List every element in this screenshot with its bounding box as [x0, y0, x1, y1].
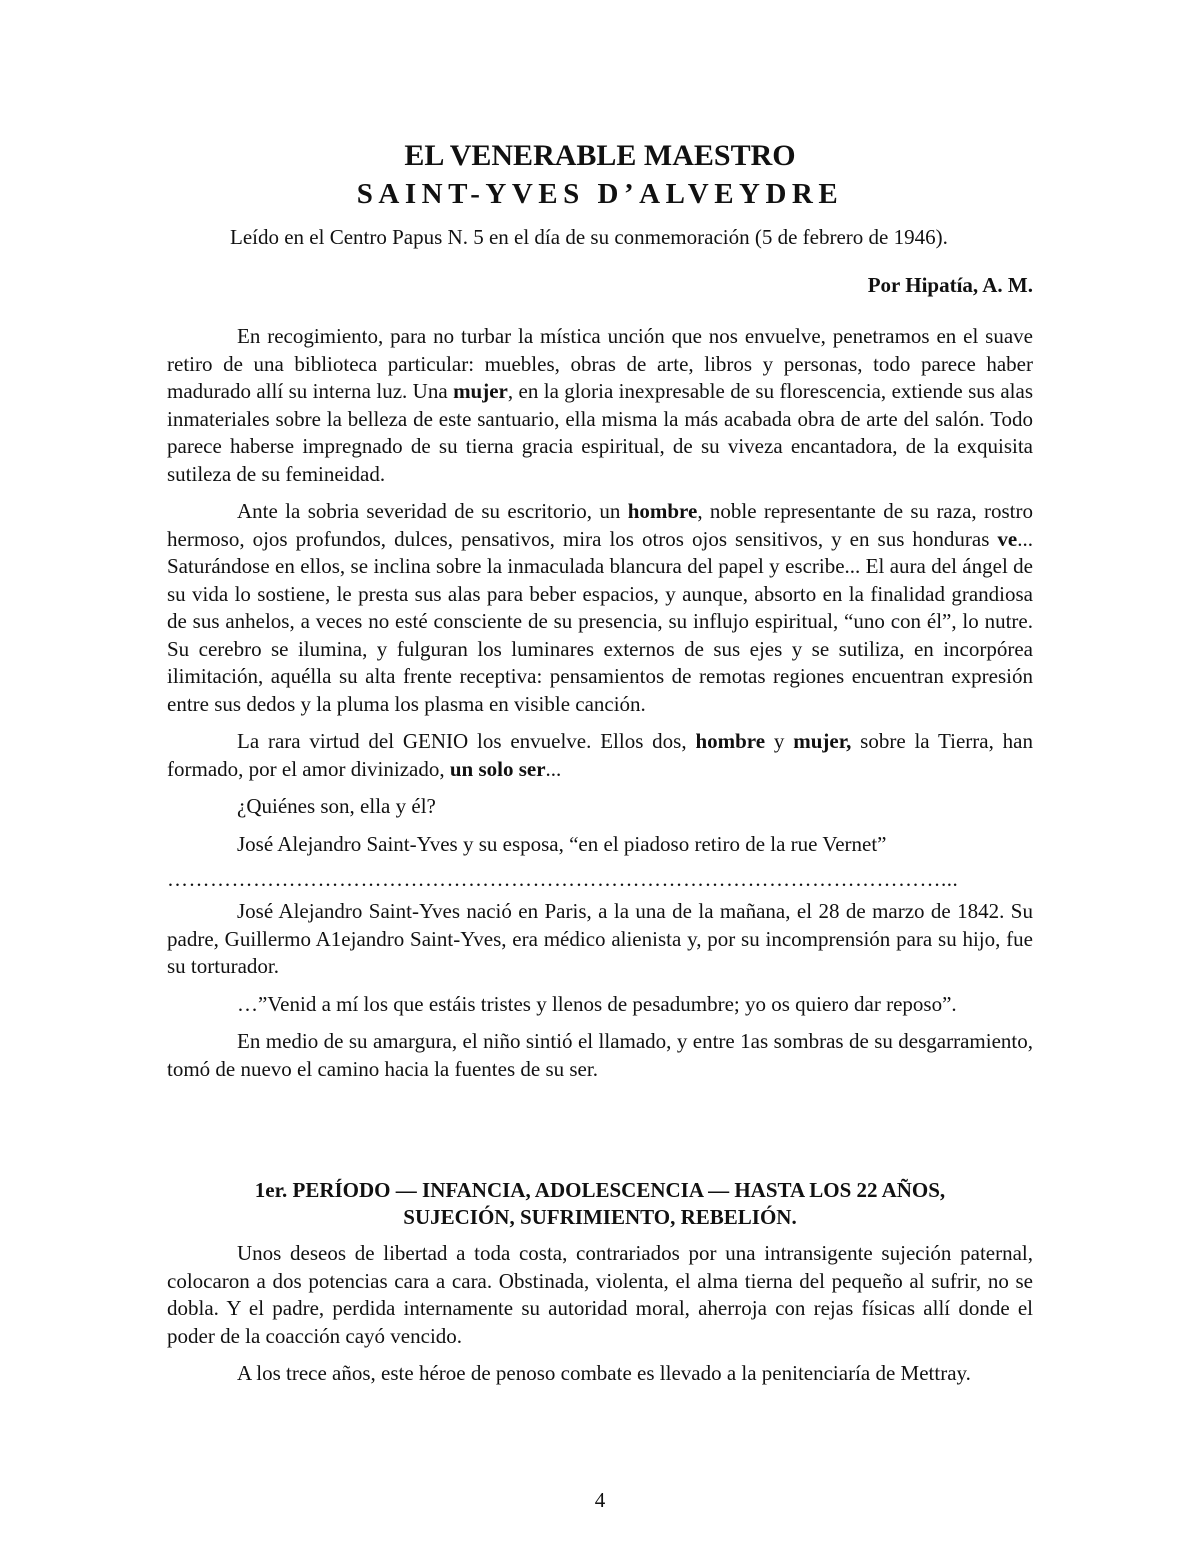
- body-section-2: [167, 1240, 1033, 1388]
- title-line-2: SAINT-YVES D’ALVEYDRE: [356, 178, 844, 210]
- section-heading: [167, 1177, 1033, 1231]
- author-byline: Por Hipatía, A. M.: [867, 273, 1033, 297]
- paragraph-5: José Alejandro Saint-Yves y su esposa, “en el piadoso retiro de la rue Vernet”: [237, 831, 887, 856]
- paragraph-7: …”Venid a mí los que estáis tristes y llenos de pesadumbre; yo os quiero dar reposo”.: [237, 991, 957, 1016]
- paragraph-10: A los trece años, este héroe de penoso combate es llevado a la penitenciaría de Mettray.: [237, 1361, 971, 1385]
- page-number: 4: [594, 1488, 606, 1512]
- title-line-1: EL VENERABLE MAESTRO: [404, 139, 796, 172]
- paragraph-1: En recogimiento, para no turbar la mística unción que nos envuelve, penetramos en el suave retiro de una biblioteca particular: muebles, obras de arte, libros y personas, todo parece haber madurado allí su interna luz. Una mujer, en la gloria inexpresable de su florescencia, extiende sus alas inmateriales sobre la belleza de este santuario, ella misma la más acabada obra de arte del salón. Todo parece haberse impregnado de su tierna gracia espiritual, de su viveza encantadora, de la exquisita sutileza de su femineidad.: [167, 324, 1033, 486]
- paragraph-2: Ante la sobria severidad de su escritorio, un hombre, noble representante de su raza, rostro hermoso, ojos profundos, dulces, pensativos, mira los otros ojos sensitivos, y en sus honduras ve... Saturándose en ellos, se inclina sobre la inmaculada blancura del papel y escribe... El aura del ángel de su vida lo sostiene, le presta sus alas para beber espacios, y aunque, absorto en la finalidad grandiosa de sus anhelos, a veces no esté consciente de su presencia, su influjo espiritual, “uno con él”, lo nutre. Su cerebro se ilumina, y fulguran los luminares externos de sus ejes y se sutiliza, en incorpórea ilimitación, aquélla su alta frente receptiva: pensamientos de remotas regiones encuentran expresión entre sus dedos y la pluma los plasma en visible canción.: [167, 499, 1033, 716]
- paragraph-8: En medio de su amargura, el niño sintió el llamado, y entre 1as sombras de su desgarramiento, tomó de nuevo el camino hacia la fuentes de su ser.: [167, 1029, 1033, 1081]
- section-heading-line-1: 1er. PERÍODO — INFANCIA, ADOLESCENCIA — HASTA LOS 22 AÑOS,: [254, 1178, 946, 1202]
- paragraph-4: ¿Quiénes son, ella y él?: [237, 794, 436, 818]
- subtitle: Leído en el Centro Papus N. 5 en el día de su conmemoración (5 de febrero de 1946).: [230, 225, 948, 249]
- section-heading-line-2: SUJECIÓN, SUFRIMIENTO, REBELIÓN.: [403, 1205, 797, 1229]
- body-section-1: [167, 323, 1033, 1083]
- paragraph-3: La rara virtud del GENIO los envuelve. Ellos dos, hombre y mujer, sobre la Tierra, han formado, por el amor divinizado, un solo ser...: [167, 729, 1034, 781]
- paragraph-9: Unos deseos de libertad a toda costa, contrariados por una intransigente sujeción paternal, colocaron a dos potencias cara a cara. Obstinada, violenta, el alma tierna del pequeño al sufrir, no se dobla. Y el padre, perdida internamente su autoridad moral, aherroja con rejas físicas allí donde el poder de la coacción cayó vencido.: [167, 1241, 1033, 1348]
- dotted-separator: ………………………………………………………………………………………………...: [167, 867, 959, 891]
- paragraph-6: José Alejandro Saint-Yves nació en Paris, a la una de la mañana, el 28 de marzo de 1842. Su padre, Guillermo A1ejandro Saint-Yves, era médico alienista y, por su incomprensión para su hijo, fue su torturador.: [167, 899, 1033, 978]
